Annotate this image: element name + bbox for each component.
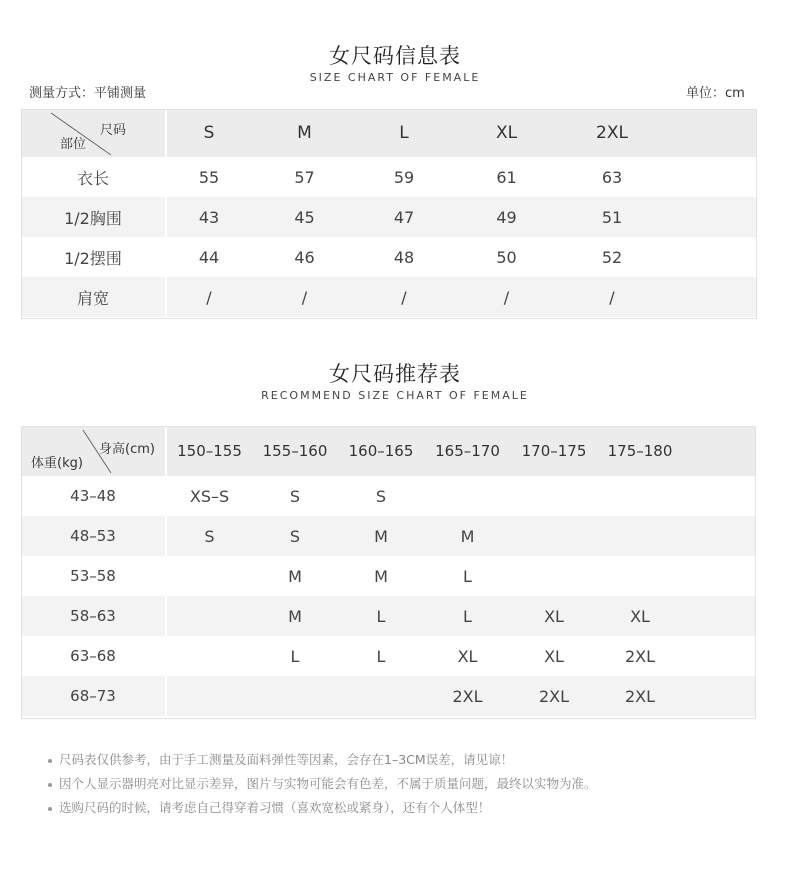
table-cell: 50 — [450, 237, 563, 277]
table-cell: 51 — [563, 197, 661, 237]
table-cell: XL — [511, 636, 597, 676]
table-row — [21, 476, 756, 516]
table-cell: M — [424, 516, 511, 556]
spacer-cell — [683, 676, 756, 716]
table-cell: 45 — [251, 197, 358, 237]
table-cell: L — [424, 596, 511, 636]
table-row — [21, 197, 757, 237]
height-col-header: 165–170 — [424, 426, 511, 476]
table-row — [21, 157, 757, 197]
size-chart-header-row — [21, 109, 757, 157]
table-cell: M — [252, 556, 338, 596]
bullet-icon — [48, 807, 52, 811]
size-col-header: S — [166, 109, 251, 157]
row-label: 1/2摆围 — [21, 237, 166, 277]
table-row — [21, 636, 756, 676]
table-cell: / — [358, 277, 450, 317]
table-row — [21, 676, 756, 716]
table-cell: 48 — [358, 237, 450, 277]
table-cell: / — [563, 277, 661, 317]
table-cell: XL — [511, 596, 597, 636]
spacer-cell — [683, 476, 756, 516]
table-cell: / — [166, 277, 251, 317]
size-chart-grid — [21, 109, 758, 317]
table-row — [21, 596, 756, 636]
table-cell — [597, 556, 683, 596]
table-cell: XS–S — [166, 476, 252, 516]
table-cell: L — [338, 636, 424, 676]
row-label: 1/2胸围 — [21, 197, 166, 237]
row-label: 48–53 — [21, 516, 166, 556]
recommend-chart-grid — [21, 426, 756, 716]
diagonal-divider — [21, 109, 166, 157]
size-chart-subtitle: SIZE CHART OF FEMALE — [309, 71, 481, 84]
row-label: 肩宽 — [21, 277, 166, 317]
spacer-cell — [661, 157, 757, 197]
table-cell: 46 — [251, 237, 358, 277]
height-col-header: 170–175 — [511, 426, 597, 476]
table-cell: 2XL — [424, 676, 511, 716]
spacer-cell — [661, 109, 757, 157]
table-cell: / — [251, 277, 358, 317]
table-cell: XL — [597, 596, 683, 636]
spacer-cell — [683, 636, 756, 676]
spacer-cell — [683, 426, 756, 476]
size-chart-corner-cell — [21, 109, 166, 157]
table-cell: M — [338, 556, 424, 596]
table-cell: S — [252, 476, 338, 516]
corner-weight-label: 体重(kg) — [31, 456, 83, 471]
recommend-chart-title: 女尺码推荐表 — [329, 362, 461, 386]
table-cell — [597, 516, 683, 556]
spacer-cell — [661, 237, 757, 277]
note-item: 选购尺码的时候，请考虑自己得穿着习惯（喜欢宽松或紧身），还有个人体型！ — [48, 796, 597, 820]
table-cell — [166, 596, 252, 636]
table-cell — [511, 476, 597, 516]
row-label: 43–48 — [21, 476, 166, 516]
bullet-icon — [48, 783, 52, 787]
spacer-cell — [683, 516, 756, 556]
height-col-header: 160–165 — [338, 426, 424, 476]
table-cell — [597, 476, 683, 516]
table-cell — [166, 676, 252, 716]
height-col-header: 155–160 — [252, 426, 338, 476]
table-cell: 49 — [450, 197, 563, 237]
table-cell: XL — [424, 636, 511, 676]
table-cell: 61 — [450, 157, 563, 197]
spacer-cell — [661, 197, 757, 237]
spacer-cell — [683, 556, 756, 596]
table-cell: L — [424, 556, 511, 596]
row-label: 衣长 — [21, 157, 166, 197]
size-col-header: L — [358, 109, 450, 157]
size-col-header: XL — [450, 109, 563, 157]
size-chart-title: 女尺码信息表 — [329, 44, 461, 68]
height-col-header: 150–155 — [166, 426, 252, 476]
size-col-header: 2XL — [563, 109, 661, 157]
table-cell: 57 — [251, 157, 358, 197]
table-cell: 63 — [563, 157, 661, 197]
table-cell: 55 — [166, 157, 251, 197]
table-row — [21, 556, 756, 596]
table-cell: 52 — [563, 237, 661, 277]
height-col-header: 175–180 — [597, 426, 683, 476]
table-cell: S — [252, 516, 338, 556]
table-cell: 2XL — [511, 676, 597, 716]
table-cell — [424, 476, 511, 516]
table-row — [21, 237, 757, 277]
table-cell: / — [450, 277, 563, 317]
row-label: 68–73 — [21, 676, 166, 716]
table-row — [21, 516, 756, 556]
table-cell: M — [252, 596, 338, 636]
table-cell: 44 — [166, 237, 251, 277]
table-cell: S — [338, 476, 424, 516]
table-cell: 59 — [358, 157, 450, 197]
recommend-header-row — [21, 426, 756, 476]
table-cell: L — [338, 596, 424, 636]
row-label: 58–63 — [21, 596, 166, 636]
corner-size-label: 尺码 — [100, 123, 127, 138]
table-cell — [252, 676, 338, 716]
table-cell: 43 — [166, 197, 251, 237]
table-row — [21, 277, 757, 317]
recommend-corner-cell — [21, 426, 166, 476]
measure-method: 测量方式：平铺测量 — [29, 86, 147, 101]
corner-height-label: 身高(cm) — [99, 442, 155, 457]
note-item: 尺码表仅供参考，由于手工测量及面料弹性等因素，会存在1–3CM误差，请见谅！ — [48, 748, 597, 772]
bullet-icon — [48, 759, 52, 763]
unit-label: 单位：cm — [686, 86, 745, 101]
row-label: 63–68 — [21, 636, 166, 676]
spacer-cell — [661, 277, 757, 317]
table-cell — [511, 556, 597, 596]
table-cell: L — [252, 636, 338, 676]
table-cell — [166, 556, 252, 596]
table-cell — [511, 516, 597, 556]
size-col-header: M — [251, 109, 358, 157]
recommend-chart-subtitle: RECOMMEND SIZE CHART OF FEMALE — [261, 389, 529, 402]
spacer-cell — [683, 596, 756, 636]
table-cell — [166, 636, 252, 676]
table-cell: M — [338, 516, 424, 556]
table-cell: 47 — [358, 197, 450, 237]
note-item: 因个人显示器明亮对比显示差异，图片与实物可能会有色差，不属于质量问题，最终以实物为准。 — [48, 772, 597, 796]
table-cell: 2XL — [597, 676, 683, 716]
row-label: 53–58 — [21, 556, 166, 596]
table-cell: 2XL — [597, 636, 683, 676]
table-cell — [338, 676, 424, 716]
table-cell: S — [166, 516, 252, 556]
corner-part-label: 部位 — [60, 137, 87, 152]
notes-list — [48, 748, 597, 820]
